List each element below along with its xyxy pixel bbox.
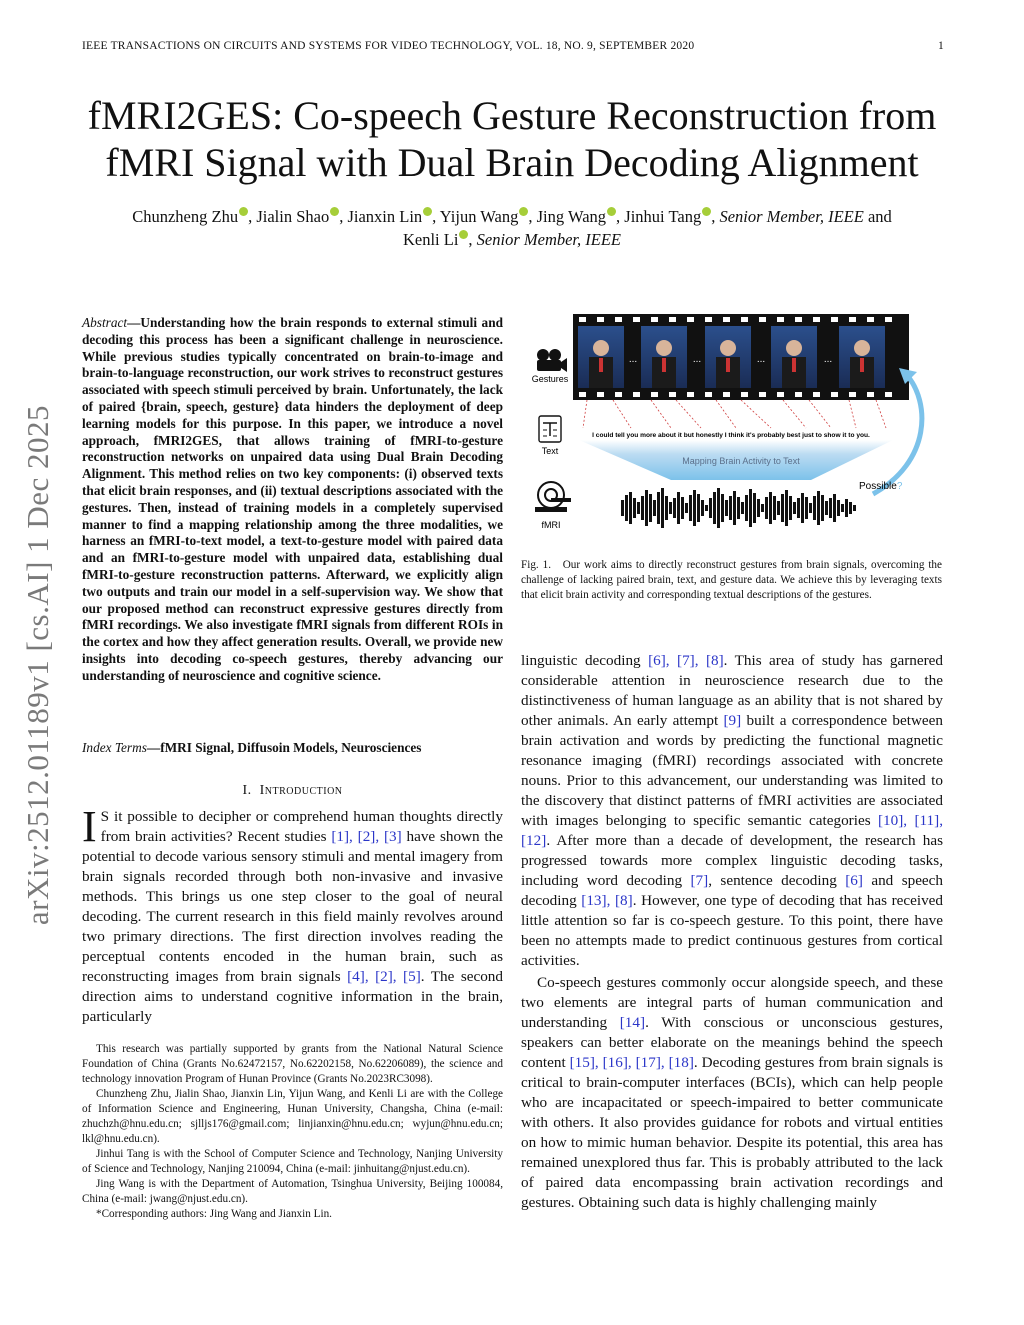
fmri-waveform xyxy=(621,488,856,528)
title-line-2: fMRI Signal with Dual Brain Decoding Alignment xyxy=(105,140,919,185)
orcid-icon[interactable] xyxy=(330,207,339,216)
author-conjunction: and xyxy=(867,207,892,226)
body-text: . With conscious or unconscious gestures, speakers can better elaborate on the meanings behind the speech content xyxy=(521,1014,944,1071)
abstract: Abstract—Understanding how the brain responds to external stimuli and decoding this process has been a significant challenge in neuroscience. While previous studies typically concentrated on brain-to-image and brain-to-language reconstruction, our work strives to reconstruct gestures associated with speech stimuli perceived by brain. Unfortunately, the lack of paired {brain, speech, gesture} data hinders the deployment of deep learning models for this purpose. In this paper, we introduce a novel approach, fMRI2GES, that allows training of fMRI-to-gesture reconstruction networks on unpaired data using Dual Brain Decoding Alignment. This method relies on two key components: (i) observed texts that elicit brain responses, and (ii) textual descriptions associated with the gestures. Then, instead of training models in a completely supervised manner to find a mapping relationship among the three modalities, we harness an fMRI-to-text model, a text-to-gesture model with paired data and an fMRI-to-gesture model with unpaired data, establishing dual fMRI-to-gesture reconstruction patterns. Afterward, we explicitly align two outputs and train our model in a self-supervision way. We show that our proposed method can reconstruct expressive gestures directly from fMRI recordings. We also investigate fMRI signals from different ROIs in the cortex and how they affect generation results. Overall, we provide new insights into decoding co-speech gestures, thereby advancing our understanding of neuroscience and cognitive science. xyxy=(82,315,503,683)
video-frame xyxy=(839,326,885,388)
ellipsis: ... xyxy=(823,354,833,365)
author-name: Jianxin Lin xyxy=(347,207,423,226)
body-text: . After more than a decade of development, the research has progressed towards more complex linguistic decoding tasks, including word decoding xyxy=(521,832,943,889)
document-icon xyxy=(539,416,561,442)
citation-link[interactable]: [6], [7], [8] xyxy=(648,652,724,669)
citation-link[interactable]: [7] xyxy=(690,872,709,889)
section-number: I. xyxy=(242,783,252,798)
ellipsis: ... xyxy=(756,354,766,365)
possible-label: Possible? xyxy=(859,481,903,492)
figure-caption xyxy=(521,558,942,603)
footnote-affiliation: Chunzheng Zhu, Jialin Shao, Jianxin Lin, Yijun Wang, and Kenli Li are with the College of Information Science and Engineering, Hunan University, Changsha, China (e-mail: zhuchzh@hnu.edu.cn; sjlljs176@gmail.com; linjianxin@hnu.edu.cn; wyjun@hnu.edu.cn; lkl@hnu.edu.cn). xyxy=(82,1088,503,1145)
citation-link[interactable]: [15], [16], [17], [18] xyxy=(569,1054,694,1071)
fmri-scanner-icon xyxy=(535,482,571,512)
arxiv-stamp xyxy=(14,380,62,950)
page-number: 1 xyxy=(938,40,944,52)
arxiv-stamp-text: arXiv:2512.01189v1 [cs.AI] 1 Dec 2025 xyxy=(20,404,55,926)
intro-text: S it possible to decipher or comprehend human thoughts directly from brain activities? Recent studies xyxy=(100,808,503,845)
body-text: linguistic decoding xyxy=(521,652,649,669)
section-heading xyxy=(82,783,503,799)
title-line-1: fMRI2GES: Co-speech Gesture Reconstruction from xyxy=(87,93,937,138)
video-frame xyxy=(705,326,751,388)
footnote-affiliation: Jinhui Tang is with the School of Computer Science and Technology, Nanjing University of Science and Technology, Nanjing 210094, China (e-mail: jinhuitang@njust.edu.cn). xyxy=(82,1148,503,1175)
index-terms-label: Index Terms xyxy=(82,740,147,755)
index-terms-text: fMRI Signal, Diffusoin Models, Neurosciences xyxy=(160,740,422,755)
label-fmri: fMRI xyxy=(541,520,561,530)
body-text: . However, one type of decoding that has received little attention so far is co-speech gesture. To this point, there have been no attempts made to predict continuous gestures from cortical activities. xyxy=(521,892,944,969)
orcid-icon[interactable] xyxy=(607,207,616,216)
citation-link[interactable]: [6] xyxy=(845,872,863,889)
video-frame xyxy=(641,326,687,388)
section-title: Introduction xyxy=(259,783,343,798)
dropcap: I xyxy=(82,802,97,851)
citation-link[interactable]: [14] xyxy=(619,1014,646,1031)
footnotes xyxy=(82,1042,503,1222)
author-name: Kenli Li xyxy=(402,230,459,249)
abstract-label: Abstract xyxy=(82,315,128,330)
orcid-icon[interactable] xyxy=(702,207,711,216)
body-text: and speech decoding xyxy=(521,872,944,909)
author-name: Yijun Wang xyxy=(439,207,519,226)
citation-link[interactable]: [4], [2], [5] xyxy=(347,968,421,985)
citation-link[interactable]: [10], [11], [12] xyxy=(521,812,943,849)
author-name: Jing Wang xyxy=(536,207,607,226)
mapping-label: Mapping Brain Activity to Text xyxy=(682,456,800,466)
orcid-icon[interactable] xyxy=(423,207,432,216)
transcript: I could tell you more about it but honestly I think it's probably best just to show it to you. xyxy=(592,432,870,439)
orcid-icon[interactable] xyxy=(459,230,468,239)
video-frame xyxy=(578,326,624,388)
footnote-corresponding: *Corresponding authors: Jing Wang and Jianxin Lin. xyxy=(96,1208,332,1220)
body-paragraph xyxy=(521,651,943,971)
figure-1-illustration xyxy=(521,312,943,542)
figure-caption-text: Our work aims to directly reconstruct gestures from brain signals, overcoming the challenge of lacking paired brain, text, and gesture data. We achieve this by leveraging texts that elicit brain activity and corresponding textual descriptions of the gestures. xyxy=(521,559,942,601)
body-text: . This area of study has garnered considerable attention in neuroscience research due to the distinctiveness of human language as an ability that is not shared by other animals. An early attempt xyxy=(521,652,943,729)
body-paragraph xyxy=(521,973,943,1213)
body-text: , sentence decoding xyxy=(708,872,846,889)
running-header xyxy=(82,40,944,52)
author-name: Jinhui Tang xyxy=(624,207,702,226)
body-text: Co-speech gestures commonly occur alongside speech, and these two elements are integral parts of human communication and understanding xyxy=(521,974,943,1031)
film-strip xyxy=(573,314,909,400)
ellipsis: ... xyxy=(628,354,638,365)
body-text: built a correspondence between brain activation and words by predicting the functional magnetic resonance imaging (fMRI) recordings associated with concrete nouns. Prior to this advancement, our understanding was limited to the discovery that distinct patterns of fMRI activities are associated with images belonging to specific semantic categories xyxy=(521,712,943,829)
abstract-text: Understanding how the brain responds to external stimuli and decoding this process has been a significant challenge in neuroscience. While previous studies typically concentrated on brain-to-image and brain-to-language reconstruction, our work strives to reconstruct gestures associated with speech stimuli perceived by brain. Unfortunately, the lack of paired {brain, speech, gesture} data hinders the deployment of deep learning models for this purpose. In this paper, we introduce a novel approach, fMRI2GES, that allows training of fMRI-to-gesture reconstruction networks on unpaired data using Dual Brain Decoding Alignment. This method relies on two key components: (i) observed texts that elicit brain responses, and (ii) textual descriptions associated with the gestures. Then, instead of training models in a completely supervised manner to find a mapping relationship among the three modalities, we harness an fMRI-to-text model, a text-to-gesture model with paired data and an fMRI-to-gesture model with unpaired data, establishing dual fMRI-to-gesture reconstruction patterns. Afterward, we explicitly align two outputs and train our model in a self-supervision way. We show that our proposed method can reconstruct expressive gestures directly from fMRI recordings. We also investigate fMRI signals from different ROIs in the cortex and how they affect generation results. Overall, we provide new insights into decoding co-speech gestures, thereby advancing our understanding of neuroscience and cognitive science. xyxy=(82,315,503,683)
author-membership: Senior Member, IEEE xyxy=(476,230,622,249)
ellipsis: ... xyxy=(692,354,702,365)
footnote-funding: This research was partially supported by grants from the National Natural Science Foundation of China (Grants No.62472157, No.62202158, No.62206089), the science and technology innovation Program of Hunan Province (Grants No.2023RC3098). xyxy=(82,1043,503,1085)
video-frame xyxy=(771,326,817,388)
journal-running-title: IEEE TRANSACTIONS ON CIRCUITS AND SYSTEMS FOR VIDEO TECHNOLOGY, VOL. 18, NO. 9, SEPTEMBER 2020 xyxy=(82,40,695,52)
figure-1 xyxy=(521,312,943,542)
intro-text: have shown the potential to decode various sensory stimuli and mental imagery from brain signals recorded through both non-invasive and invasive methods. This brings us one step closer to the goal of neural decoding. The current research in this field mainly revolves around two primary directions. The first direction involves reading the perceptual contents encoded in the human brain, such as reconstructing images from brain signals xyxy=(82,828,503,985)
intro-text: . The second direction aims to understand cognitive information in the brain, particularly xyxy=(82,968,503,1025)
orcid-icon[interactable] xyxy=(519,207,528,216)
author-list: Chunzheng Zhu , Jialin Shao , Jianxin Lin , Yijun Wang , Jing Wang , Jinhui Tang , Senior Member, IEEE and Kenli Li , Senior Member, IEEE xyxy=(132,207,892,249)
body-text: . Decoding gestures from brain signals is critical to brain-computer interfaces (BCIs), which can help people who are incapacitated or speech-impaired to better communicate with others. It also provides guidance for robots and virtual entities on how to mimic human behavior. Despite its potential, this area has remained unexplored thus far. This is probably attributed to the lack of paired data encompassing brain activation recordings and gestures. Obtaining such data is highly challenging mainly xyxy=(521,1054,943,1211)
intro-paragraph xyxy=(82,802,503,1027)
citation-link[interactable]: [1], [2], [3] xyxy=(331,828,402,845)
label-gestures: Gestures xyxy=(531,374,569,384)
citation-link[interactable]: [13], [8] xyxy=(581,892,633,909)
right-column-text xyxy=(521,651,943,1213)
index-terms: Index Terms—fMRI Signal, Diffusoin Models, Neurosciences xyxy=(82,740,422,755)
author-name: Chunzheng Zhu xyxy=(132,207,239,226)
figure-label: Fig. 1. xyxy=(521,559,552,571)
camera-icon xyxy=(537,349,567,372)
alignment-lines xyxy=(583,400,886,428)
author-name: Jialin Shao xyxy=(256,207,330,226)
label-text: Text xyxy=(541,446,559,456)
footnote-affiliation: Jing Wang is with the Department of Automation, Tsinghua University, Beijing 100084, China (e-mail: jwang@njust.edu.cn). xyxy=(82,1178,503,1205)
paper-title xyxy=(60,92,964,186)
orcid-icon[interactable] xyxy=(239,207,248,216)
citation-link[interactable]: [9] xyxy=(723,712,742,729)
author-membership: Senior Member, IEEE xyxy=(719,207,864,226)
